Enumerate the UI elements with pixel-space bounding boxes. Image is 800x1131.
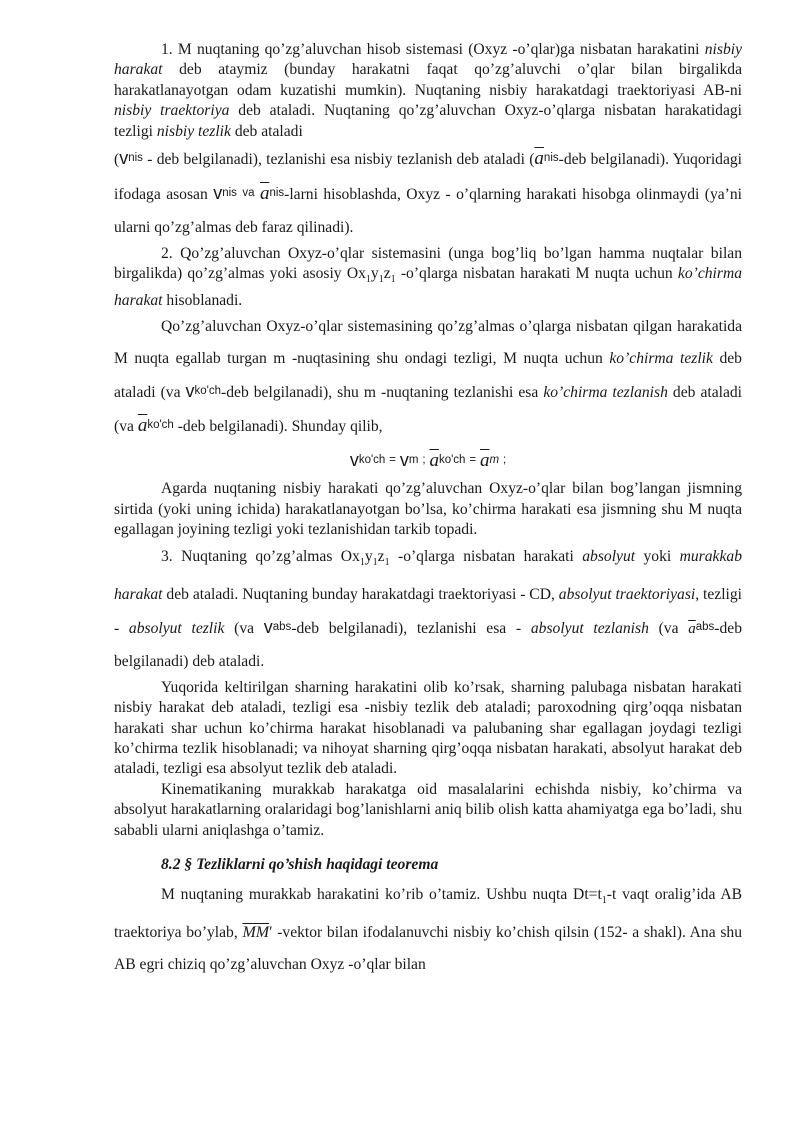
text: -deb belgilanadi), shu m -nuqtaning tezlanishi esa	[221, 384, 544, 402]
text: (va	[648, 619, 689, 637]
text: deb ataladi. Nuqtaning bunday harakatdagi traektoriyasi - CD,	[162, 585, 559, 603]
text: hisoblanadi.	[162, 291, 243, 309]
term-kochirma-tezlanish: ko’chirma tezlanish	[543, 384, 668, 402]
subscript-m: m	[408, 454, 419, 467]
text: deb ataladi. Nuqtaning qo’zg’aluvchan Oxyz-o’qlarga nisbatan harakatidagi tezligi	[114, 102, 742, 140]
text: Qo’zg’aluvchan Oxyz-o’qlar sistemasining qo’zg’almas o’qlarga nisbatan qilgan harakatida M nuqta egallab turgan m -nuqtasining shu ondagi tezligi, M nuqta uchun	[114, 318, 742, 368]
symbol-a: $\overline{a}$	[479, 450, 490, 472]
text: , tezligi -	[114, 585, 742, 637]
text: y	[370, 265, 379, 283]
text: z	[377, 547, 385, 565]
term-absolyut: absolyut	[582, 547, 636, 565]
term-absolyut-tezlik: absolyut tezlik	[128, 619, 225, 637]
text: M nuqtaning murakkab harakatini ko’rib o’tamiz. Ushbu nuqta Dt=t	[161, 886, 602, 904]
term-kochirma-tezlik: ko’chirma tezlik	[609, 350, 713, 368]
semicolon: ;	[502, 454, 507, 467]
subscript-koch: ko'ch	[358, 454, 386, 467]
text: 3. Nuqtaning qo’zg’almas Ox	[161, 547, 360, 565]
paragraph-6: Yuqorida keltirilgan sharning harakatini olib ko’rsak, sharning palubaga nisbatan harakati nisbiy harakat deb ataladi, tezligi esa -nisbiy tezlik deb ataladi; paroxodning qirg’oqqa nisbatan harakati shar uchun ko’chirma harakat hisoblanadi va palubaning shar egallagan joydagi tezligi ko’chirma tezlik hisoblanadi; va nihoyat sharning qirg’oqqa nisbatan harakati, absolyut harakat deb ataladi, tezligi esa absolyut tezlik deb ataladi.	[114, 678, 742, 778]
text: z	[383, 265, 391, 283]
text: 2. Qo’zg’aluvchan Oxyz-o’qlar sistemasini (unga bog’liq bo’lgan hamma nuqtalar bilan birgalikda) qo’zg’almas yoki asosiy Ox	[114, 245, 742, 283]
symbol-a: $\overline{a}$	[259, 183, 270, 205]
subscript-1: 1	[601, 895, 607, 907]
text-va: va	[242, 187, 255, 200]
term-kochirma-harakat: ko’chirma harakat	[114, 265, 743, 309]
paragraph-7: Kinematikaning murakkab harakatga oid masalalarini echishda nisbiy, ko’chirma va absolyut harakatlarning oralaridagi bog’lanishlarni aniq bilib olish katta ahamiyatga ega bo’ladi, shu sababli ularni aniqlashga o’tamiz.	[114, 780, 742, 839]
term-nisbiy-traektoriya: nisbiy traektoriya	[114, 102, 230, 120]
text: (va	[224, 619, 264, 637]
text: -deb belgilanadi) deb ataladi.	[114, 619, 742, 670]
vector-mm-prime: $\overline{MM}$	[242, 924, 270, 942]
text: 1. M nuqtaning qo’zg’aluvchan hisob sistemasi (Oxyz -o’qlar)ga nisbatan harakatini	[161, 41, 705, 58]
paragraph-1	[114, 40, 742, 142]
text: -deb belgilanadi). Shunday qilib,	[173, 418, 383, 436]
text: y	[364, 547, 373, 565]
text: deb ataladi (va	[114, 350, 742, 402]
subscript-1: 1	[384, 556, 390, 568]
subscript-koch: ko'ch	[194, 385, 222, 398]
text: deb ataladi (va	[114, 384, 742, 436]
semicolon: ;	[422, 454, 426, 467]
subscript-1: 1	[378, 274, 384, 286]
subscript-nis: nis	[543, 152, 559, 165]
subscript-abs: abs	[272, 620, 292, 633]
text: (	[114, 151, 120, 169]
paragraph-5	[114, 541, 742, 678]
subscript-nis: nis	[128, 152, 143, 165]
text: -larni hisoblashda, Oxyz - o’qlarning harakati hisobga olinmaydi (ya’ni ularni qo’zg’almas deb faraz qilinadi).	[114, 186, 742, 237]
subscript-nis: nis	[269, 187, 285, 200]
term-absolyut-tezlanish: absolyut tezlanish	[530, 619, 649, 637]
text: deb ataladi	[230, 122, 303, 140]
section-heading: 8.2 § Tezliklarni qo’shish haqidagi teorema	[161, 855, 439, 873]
symbol-a: $\overline{a}$	[688, 620, 696, 637]
text: -o’qlarga nisbatan harakati M nuqta uchun	[395, 265, 678, 283]
equals: =	[389, 454, 396, 467]
equals: =	[469, 454, 477, 467]
subscript-koch: ko'ch	[147, 419, 174, 432]
subscript-1: 1	[359, 556, 365, 568]
term-absolyut-traektoriyasi: absolyut traektoriyasi	[558, 585, 696, 603]
paragraph-2	[114, 244, 742, 311]
paragraph-4: Agarda nuqtaning nisbiy harakati qo’zg’aluvchan Oxyz-o’qlar bilan bog’langan jismning sirtida (yoki uning ichida) harakatlanayotgan bo’lsa, ko’chirma harakati esa jismning shu M nuqta egallagan joyining tezligi yoki tezlanishidan tarkib topadi.	[114, 480, 742, 539]
text: -vektor bilan ifodalanuvchi nisbiy ko’chish qilsin (152- a shakl). Ana shu AB egri chiziq qo’zg’aluvchan Oxyz -o’qlar bilan	[114, 924, 742, 974]
subscript-1: 1	[372, 556, 378, 568]
symbol-v: v	[399, 450, 409, 471]
subscript-1: 1	[390, 274, 396, 286]
paragraph-1-cont	[114, 142, 742, 244]
symbol-v: v	[185, 381, 195, 402]
formula-line	[114, 444, 742, 479]
text: -deb belgilanadi). Yuqoridagi ifodaga asosan	[114, 151, 743, 204]
text: deb ataymiz (bunday harakatni faqat qo’zg’aluvchi o’qlar bilan birgalikda harakatlanayotgan odam kuzatishi mumkin). Nuqtaning nisbiy harakatdagi traektoriyasi AB-ni	[114, 61, 742, 99]
document-page	[114, 40, 742, 981]
subscript-1: 1	[365, 274, 371, 286]
text: yoki	[635, 547, 680, 565]
symbol-v: v	[119, 148, 129, 169]
symbol-v: v	[213, 183, 223, 204]
symbol-v: v	[263, 616, 273, 637]
term-nisbiy-harakat: nisbiy harakat	[114, 41, 742, 79]
text: - deb belgilanadi), tezlanishi esa nisbiy tezlanish deb ataladi (	[142, 151, 535, 169]
symbol-v: v	[349, 450, 359, 471]
text: -deb belgilanadi), tezlanishi esa -	[291, 619, 531, 637]
term-nisbiy-tezlik: nisbiy tezlik	[156, 122, 231, 140]
subscript-nis: nis	[222, 187, 237, 200]
subscript-m: m	[489, 454, 500, 467]
text: -o’qlarga nisbatan harakati	[389, 547, 583, 565]
paragraph-3	[114, 311, 742, 444]
prime-mark: ′	[269, 924, 273, 942]
symbol-a: $\overline{a}$	[534, 148, 544, 170]
text: -t vaqt oralig’ida AB traektoriya bo’ylab,	[114, 886, 742, 942]
subscript-koch: ko'ch	[438, 454, 466, 467]
subscript-abs: abs	[695, 620, 715, 633]
symbol-a: $\overline{a}$	[429, 450, 439, 472]
term-murakkab-harakat: murakkab harakat	[114, 547, 742, 603]
paragraph-8	[114, 879, 742, 981]
symbol-a: $\overline{a}$	[137, 415, 148, 437]
